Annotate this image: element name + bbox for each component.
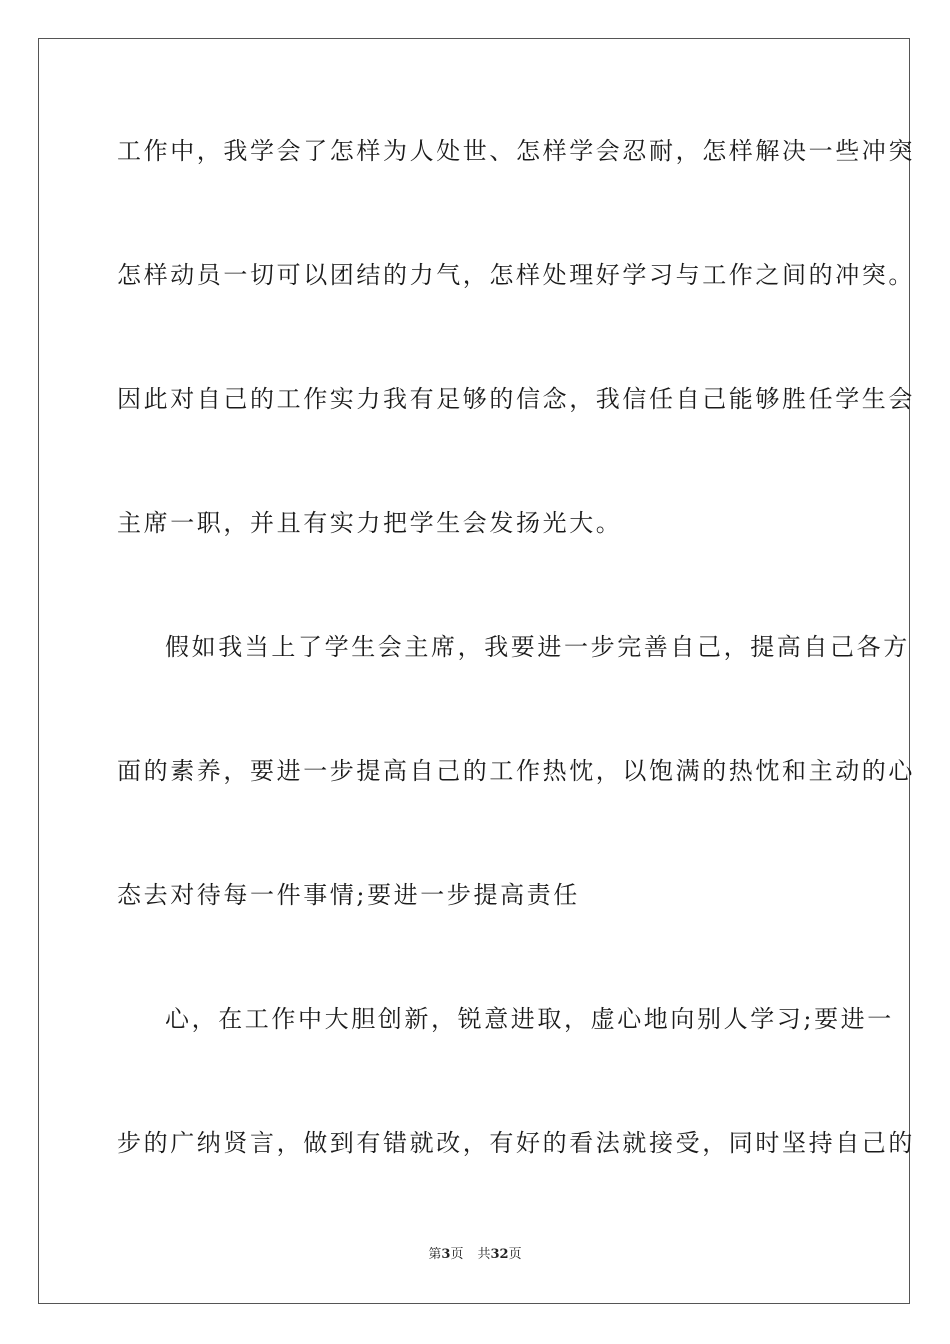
total-pages: 32: [490, 1247, 509, 1262]
text-line-9: 步的广纳贤言，做到有错就改，有好的看法就接受，同时坚持自己的: [117, 1129, 915, 1157]
text-line-2: 怎样动员一切可以团结的力气，怎样处理好学习与工作之间的冲突。: [117, 261, 915, 289]
page-footer: [0, 1246, 950, 1264]
total-suffix: 页: [508, 1247, 522, 1262]
text-line-3: 因此对自己的工作实力我有足够的信念，我信任自己能够胜任学生会: [117, 385, 915, 413]
text-line-4: 主席一职，并且有实力把学生会发扬光大。: [117, 509, 623, 537]
text-line-1: 工作中，我学会了怎样为人处世、怎样学会忍耐，怎样解决一些冲突: [117, 137, 915, 165]
text-line-8: 心，在工作中大胆创新，锐意进取，虚心地向别人学习;要进一: [165, 1005, 894, 1033]
page-number: 3: [441, 1247, 451, 1262]
text-line-6: 面的素养，要进一步提高自己的工作热忱，以饱满的热忱和主动的心: [117, 757, 915, 785]
page-prefix: 第: [428, 1247, 442, 1262]
page-suffix: 页: [450, 1247, 464, 1262]
text-line-7: 态去对待每一件事情;要进一步提高责任: [117, 881, 580, 909]
page-border: [38, 38, 915, 1304]
text-line-5: 假如我当上了学生会主席，我要进一步完善自己，提高自己各方: [165, 633, 910, 661]
total-prefix: 共: [477, 1247, 491, 1262]
